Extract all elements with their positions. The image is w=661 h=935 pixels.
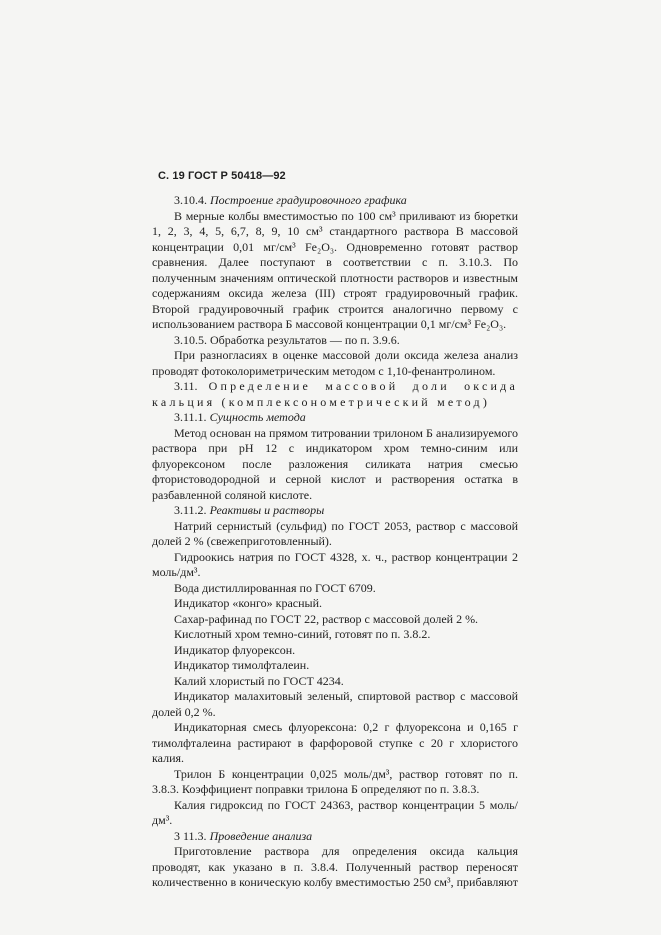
section-title: Сущность метода xyxy=(209,410,306,424)
document-body xyxy=(152,193,518,891)
section-number: 3.11. xyxy=(174,379,198,393)
section-title: Определение массовой доли оксида кальция (комплексонометрический метод) xyxy=(152,379,518,409)
paragraph: 3.10.5. Обработка результатов — по п. 3.9.6. xyxy=(174,332,400,347)
reagent-item: Индикаторная смесь флуорексона: 0,2 г флуорексона и 0,165 г тимолфталеина растирают в фарфоровой ступке с 20 г хлористого калия. xyxy=(152,720,518,765)
reagent-item: Кислотный хром темно-синий, готовят по п. 3.8.2. xyxy=(174,627,431,641)
reagent-item: Индикатор «конго» красный. xyxy=(174,596,323,610)
paragraph: В мерные колбы вместимостью по 100 см³ приливают из бюретки 1, 2, 3, 4, 5, 6,7, 8, 9, 10 см³ стандартного раствора В массовой концентрации 0,01 мг/см³ Fe₂O₃. Одновременно готовят раствор сравнения. Далее поступают в соответствии с п. 3.10.3. По полученным значениям оптической плотности растворов и известным содержаниям оксида железа (III) строят градуировочный график. Второй градуировочный график строится аналогично первому с использованием раствора Б массовой концентрации 0,1 мг/см³ Fe₂O₃. xyxy=(152,208,518,331)
reagent-item: Гидроокись натрия по ГОСТ 4328, х. ч., раствор концентрации 2 моль/дм³. xyxy=(152,549,518,579)
reagent-item: Трилон Б концентрации 0,025 моль/дм³, раствор готовят по п. 3.8.3. Коэффициент поправки трилона Б определяют по п. 3.8.3. xyxy=(152,766,518,796)
reagent-item: Сахар-рафинад по ГОСТ 22, раствор с массовой долей 2 %. xyxy=(174,611,479,626)
section-3-11-3-heading xyxy=(152,829,518,845)
section-3-10-4-heading xyxy=(152,193,518,209)
reagent-item: Индикатор тимолфталеин. xyxy=(174,658,310,672)
section-3-11-2-heading xyxy=(152,503,518,519)
section-number: 3.11.1. xyxy=(174,410,207,424)
reagent-item: Индикатор флуорексон. xyxy=(174,642,296,657)
reagent-item: Вода дистиллированная по ГОСТ 6709. xyxy=(174,580,376,595)
paragraph: Метод основан на прямом титровании трилоном Б анализируемого раствора при pH 12 с индикатором хром темно-синим или флуорексоном после разложения силиката натрия смесью фтористоводородной и серной кислот и растворения остатка в разбавленной соляной кислоте. xyxy=(152,425,518,502)
paragraph: Приготовление раствора для определения оксида кальция проводят, как указано в п. 3.8.4. Полученный раствор переносят количественно в коническую колбу вместимостью 250 см³, прибавляют xyxy=(152,844,518,889)
page-header: С. 19 ГОСТ Р 50418—92 xyxy=(158,170,286,182)
paragraph: При разногласиях в оценке массовой доли оксида железа анализ проводят фотоколориметрическим методом с 1,10-фенантролином. xyxy=(152,348,518,378)
section-title: Проведение анализа xyxy=(209,828,313,843)
section-title: Реактивы и растворы xyxy=(209,503,325,517)
reagent-item: Калия гидроксид по ГОСТ 24363, раствор концентрации 5 моль/дм³. xyxy=(152,797,518,827)
section-3-11-heading xyxy=(152,379,518,410)
section-title: Построение градуировочного графика xyxy=(210,193,407,207)
reagent-item: Индикатор малахитовый зеленый, спиртовой раствор с массовой долей 0,2 %. xyxy=(152,689,518,719)
section-number: 3.10.4. xyxy=(174,193,207,207)
section-number: 3.11.2. xyxy=(174,503,207,517)
reagent-item: Натрий сернистый (сульфид) по ГОСТ 2053, раствор с массовой долей 2 % (свежеприготовленный). xyxy=(152,518,518,548)
section-number: 3 11.3. xyxy=(174,828,207,843)
section-3-11-1-heading xyxy=(152,410,518,426)
reagent-item: Калий хлористый по ГОСТ 4234. xyxy=(174,673,344,688)
